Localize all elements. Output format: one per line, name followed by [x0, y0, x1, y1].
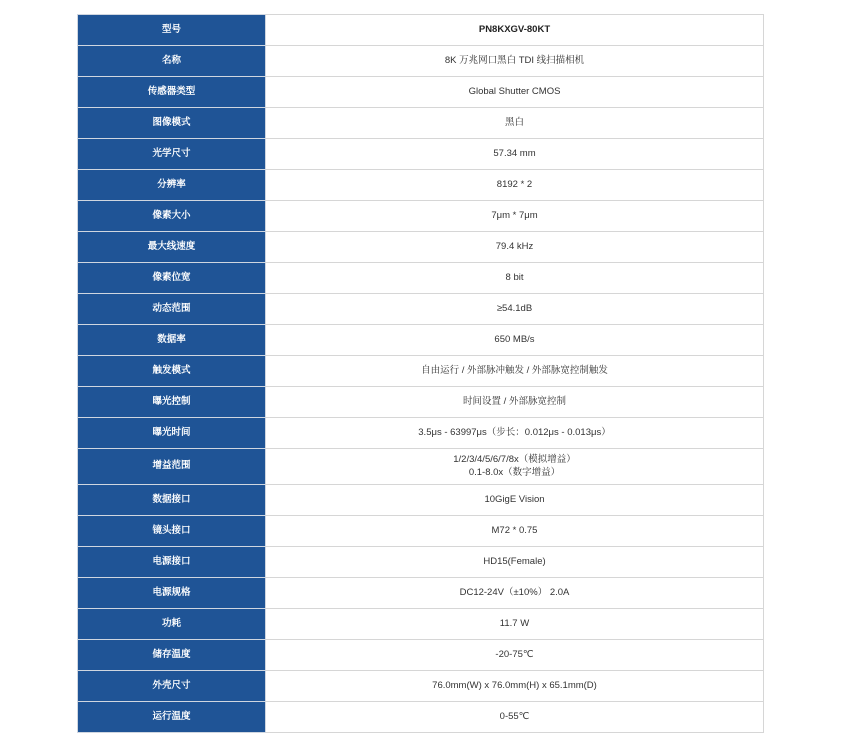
spec-label: 增益范围	[78, 449, 266, 485]
spec-row	[78, 387, 764, 418]
spec-value-line: 57.34 mm	[493, 147, 536, 159]
spec-value-line: 11.7 W	[499, 617, 530, 629]
spec-value	[266, 640, 764, 671]
spec-value	[266, 609, 764, 640]
spec-label: 电源规格	[78, 578, 266, 609]
spec-value	[266, 201, 764, 232]
spec-value-line: DC12-24V（±10%） 2.0A	[459, 586, 570, 598]
spec-value	[266, 516, 764, 547]
spec-value	[266, 108, 764, 139]
spec-label: 外壳尺寸	[78, 671, 266, 702]
spec-row	[78, 201, 764, 232]
spec-value	[266, 294, 764, 325]
spec-value	[266, 671, 764, 702]
spec-value-line: 7μm * 7μm	[491, 209, 538, 221]
spec-value-line: 10GigE Vision	[484, 493, 545, 505]
spec-value-line: M72 * 0.75	[491, 524, 538, 536]
spec-value	[266, 578, 764, 609]
spec-value-line: 8192 * 2	[496, 178, 533, 190]
spec-value	[266, 356, 764, 387]
spec-row	[78, 578, 764, 609]
spec-value	[266, 139, 764, 170]
spec-label: 电源接口	[78, 547, 266, 578]
spec-label: 分辨率	[78, 170, 266, 201]
spec-row	[78, 325, 764, 356]
spec-row	[78, 15, 764, 46]
spec-value	[266, 232, 764, 263]
spec-row	[78, 640, 764, 671]
spec-value-line: Global Shutter CMOS	[468, 85, 561, 97]
spec-label: 曝光控制	[78, 387, 266, 418]
spec-label: 功耗	[78, 609, 266, 640]
spec-value	[266, 449, 764, 485]
spec-value-line: 1/2/3/4/5/6/7/8x（模拟增益）	[453, 454, 576, 466]
spec-value-line: 时间设置 / 外部脉宽控制	[463, 395, 566, 407]
spec-label: 最大线速度	[78, 232, 266, 263]
spec-label: 曝光时间	[78, 418, 266, 449]
spec-label: 像素大小	[78, 201, 266, 232]
spec-row	[78, 702, 764, 733]
spec-value-line: 8K 万兆网口黑白 TDI 线扫描相机	[444, 54, 585, 66]
spec-row	[78, 356, 764, 387]
spec-value	[266, 387, 764, 418]
spec-value	[266, 15, 764, 46]
spec-value	[266, 46, 764, 77]
spec-value-line: 650 MB/s	[494, 333, 535, 345]
spec-row	[78, 547, 764, 578]
spec-row	[78, 294, 764, 325]
spec-value	[266, 418, 764, 449]
spec-value	[266, 170, 764, 201]
spec-label: 图像模式	[78, 108, 266, 139]
spec-value-line: 3.5μs - 63997μs（步长：0.012μs - 0.013μs）	[418, 426, 611, 438]
spec-row	[78, 139, 764, 170]
spec-row	[78, 671, 764, 702]
spec-table	[77, 14, 764, 733]
spec-row	[78, 609, 764, 640]
spec-label: 运行温度	[78, 702, 266, 733]
spec-label: 镜头接口	[78, 516, 266, 547]
spec-row	[78, 108, 764, 139]
spec-value-line: -20-75℃	[495, 648, 534, 660]
spec-label: 动态范围	[78, 294, 266, 325]
spec-value	[266, 263, 764, 294]
spec-row	[78, 418, 764, 449]
spec-row	[78, 449, 764, 485]
spec-value	[266, 547, 764, 578]
spec-value-line: ≥54.1dB	[496, 302, 533, 314]
spec-row	[78, 485, 764, 516]
spec-value	[266, 485, 764, 516]
spec-row	[78, 170, 764, 201]
spec-label: 传感器类型	[78, 77, 266, 108]
spec-label: 像素位宽	[78, 263, 266, 294]
spec-row	[78, 46, 764, 77]
spec-value-line: 自由运行 / 外部脉冲触发 / 外部脉宽控制触发	[421, 364, 608, 376]
spec-value-line: PN8KXGV-80KT	[478, 23, 551, 35]
spec-label: 数据率	[78, 325, 266, 356]
spec-value-line: 0.1-8.0x（数字增益）	[468, 466, 561, 478]
spec-value-line: 8 bit	[505, 271, 524, 283]
spec-value-line: 76.0mm(W) x 76.0mm(H) x 65.1mm(D)	[432, 679, 597, 691]
spec-value	[266, 77, 764, 108]
spec-label: 数据接口	[78, 485, 266, 516]
spec-row	[78, 263, 764, 294]
spec-value-line: 79.4 kHz	[495, 240, 534, 252]
spec-label: 型号	[78, 15, 266, 46]
spec-row	[78, 77, 764, 108]
spec-row	[78, 232, 764, 263]
spec-label: 触发模式	[78, 356, 266, 387]
spec-value-line: 0-55℃	[499, 710, 530, 722]
spec-value-line: 黑白	[504, 116, 524, 128]
spec-value-line: HD15(Female)	[483, 555, 546, 567]
spec-value	[266, 325, 764, 356]
spec-label: 光学尺寸	[78, 139, 266, 170]
spec-value	[266, 702, 764, 733]
spec-label: 名称	[78, 46, 266, 77]
spec-label: 储存温度	[78, 640, 266, 671]
spec-row	[78, 516, 764, 547]
spec-table-body	[78, 15, 764, 733]
